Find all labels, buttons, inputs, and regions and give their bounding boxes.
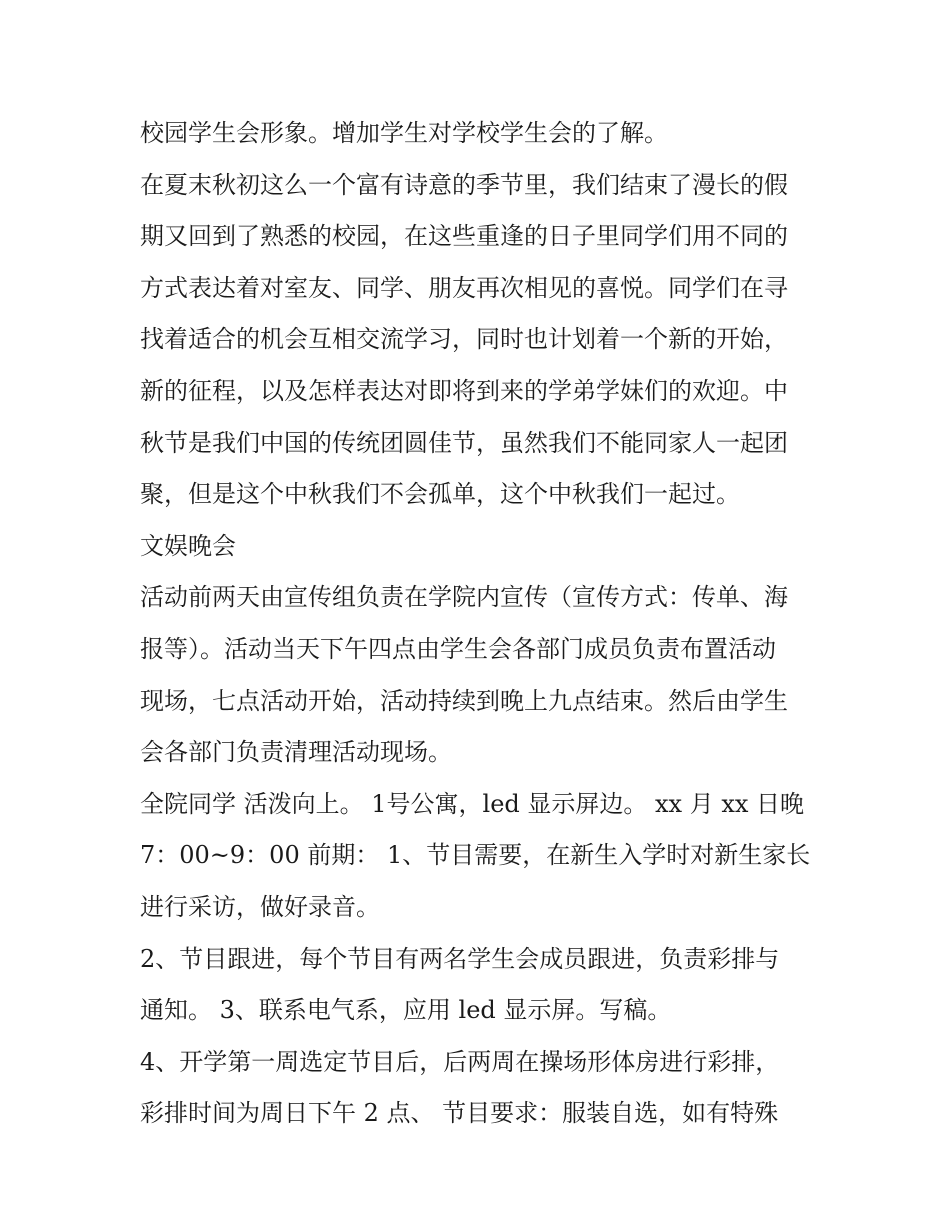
text-line: 方式表达着对室友、同学、朋友再次相见的喜悦。同学们在寻 [140,273,788,302]
text-line: 现场，七点活动开始，活动持续到晚上九点结束。然后由学生 [140,686,788,715]
text-line: 通知。 3、联系电气系，应用 led 显示屏。写稿。 [140,996,672,1025]
section-heading: 文娱晚会 [140,531,236,560]
text-line: 会各部门负责清理活动现场。 [140,738,452,767]
text-line: 活动前两天由宣传组负责在学院内宣传（宣传方式：传单、海 [140,583,788,612]
text-line: 报等）。活动当天下午四点由学生会各部门成员负责布置活动 [140,634,776,663]
text-line: 彩排时间为周日下午 2 点、 节目要求：服装自选，如有特殊 [140,1099,779,1128]
text-line: 秋节是我们中国的传统团圆佳节，虽然我们不能同家人一起团 [140,428,788,457]
text-line: 校园学生会形象。增加学生对学校学生会的了解。 [140,119,668,147]
text-line: 2、节目跟进，每个节目有两名学生会成员跟进，负责彩排与 [140,944,780,973]
text-line: 全院同学 活泼向上。 1号公寓，led 显示屏边。 xx 月 xx 日晚 [140,789,805,818]
text-line: 新的征程，以及怎样表达对即将到来的学弟学妹们的欢迎。中 [140,376,788,405]
text-line: 聚，但是这个中秋我们不会孤单，这个中秋我们一起过。 [140,480,740,509]
text-line: 4、开学第一周选定节目后，后两周在操场形体房进行彩排， [140,1047,780,1076]
text-line: 在夏末秋初这么一个富有诗意的季节里，我们结束了漫长的假 [140,170,788,199]
text-line: 找着适合的机会互相交流学习，同时也计划着一个新的开始， [140,325,788,354]
text-line: 进行采访，做好录音。 [140,892,380,921]
text-line: 期又回到了熟悉的校园，在这些重逢的日子里同学们用不同的 [140,222,788,251]
text-line: 7：00~9：00 前期： 1、节目需要，在新生入学时对新生家长 [140,841,811,870]
document-body [140,108,820,1140]
